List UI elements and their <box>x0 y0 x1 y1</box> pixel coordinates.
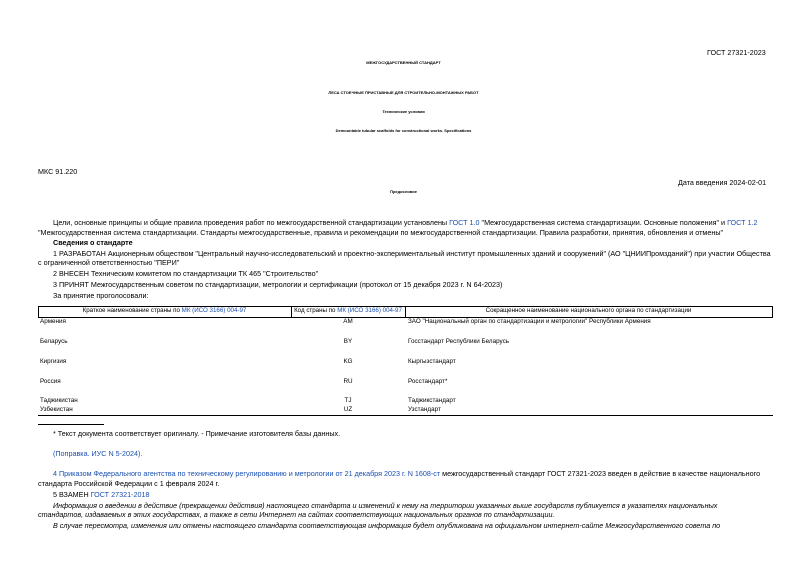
table-cell-code: AM <box>343 318 353 325</box>
table-cell-code: BY <box>343 338 353 345</box>
table-cell-country: Беларусь <box>40 338 68 345</box>
column-header-body: Сокращенное наименование национального органа по стандартизации <box>485 307 692 314</box>
mk-iso-3166-link[interactable]: МК (ИСО 3166) 004-97 <box>337 307 402 314</box>
info-paragraph-line-1: Информация о введении в действие (прекращении действия) настоящего стандарта и изменений к нему на территории указанных выше государств публикуется в указателях национальных <box>53 501 718 510</box>
item-5-text: 5 ВЗАМЕН <box>53 490 91 499</box>
table-cell-body: Госстандарт Республики Беларусь <box>408 338 510 345</box>
item-3: 3 ПРИНЯТ Межгосударственным советом по стандартизации, метрологии и сертификации (протокол от 15 декабря 2023 г. N 64-2023) <box>53 280 503 289</box>
item-5 <box>53 490 149 499</box>
table-cell-code: RU <box>343 378 353 385</box>
voted-label: За принятие проголосовали: <box>53 291 149 300</box>
table-cell-country: Таджикистан <box>40 397 78 404</box>
item-4-line-2: стандарта Российской Федерации с 1 февраля 2024 г. <box>38 479 220 488</box>
document-subtitle: Технические условия <box>382 109 425 114</box>
footnote-separator <box>38 424 104 425</box>
gost-1-2-link[interactable]: ГОСТ 1.2 <box>727 218 758 227</box>
foreword-paragraph-line-2: "Межгосударственная система стандартизации. Стандарты межгосударственные, правила и рекомендации по межгосударственной стандартизации. Правила разработки, принятия, обновления и отмены" <box>38 228 724 237</box>
foreword-text: Цели, основные принципы и общие правила проведения работ по межгосударственной стандартизации установлены <box>53 218 450 227</box>
gost-1-0-link[interactable]: ГОСТ 1.0 <box>449 218 480 227</box>
item-4-text: межгосударственный стандарт ГОСТ 27321-2023 введен в действие в качестве национального <box>440 469 761 478</box>
member-states-table <box>38 306 773 416</box>
table-cell-body: Кыргызстандарт <box>408 358 456 365</box>
document-code: ГОСТ 27321-2023 <box>707 48 766 57</box>
revision-paragraph-line-1: В случае пересмотра, изменения или отмены настоящего стандарта соответствующая информация будет опубликована на официальном интернет-сайте Межгосударственного совета по <box>53 521 721 530</box>
item-1-line-1: 1 РАЗРАБОТАН Акционерным обществом "Центральный научно-исследовательский и проектно-экспериментальный институт промышленных зданий и сооружений" (АО "ЦНИИПромзданий") при участии Общества <box>53 249 771 258</box>
item-2: 2 ВНЕСЕН Техническим комитетом по стандартизации ТК 465 "Строительство" <box>53 269 319 278</box>
footnote: * Текст документа соответствует оригиналу. - Примечание изготовителя базы данных. <box>53 429 341 438</box>
table-cell-code: KG <box>343 358 353 365</box>
header-text: Код страны по <box>294 307 338 314</box>
foreword-heading: Предисловие <box>390 189 417 194</box>
foreword-paragraph-line-1 <box>53 218 757 227</box>
table-cell-body: Росстандарт* <box>408 378 448 385</box>
table-cell-country: Киргизия <box>40 358 67 365</box>
table-vrule <box>772 306 773 317</box>
standard-type: МЕЖГОСУДАРСТВЕННЫЙ СТАНДАРТ <box>366 60 441 65</box>
order-link[interactable]: 4 Приказом Федерального агентства по техническому регулированию и метрологии от 21 декабря 2023 г. N 1608-ст <box>53 469 441 478</box>
item-4-line-1 <box>53 469 760 478</box>
document-title: ЛЕСА СТОЕЧНЫЕ ПРИСТАВНЫЕ ДЛЯ СТРОИТЕЛЬНО-МОНТАЖНЫХ РАБОТ <box>328 90 479 95</box>
info-paragraph-line-2: стандартов, издаваемых в этих государствах, а также в сети Интернет на сайтах соответствующих национальных органов по стандартизации. <box>38 510 555 519</box>
mks-code: МКС 91.220 <box>38 167 78 176</box>
gost-27321-2018-link[interactable]: ГОСТ 27321-2018 <box>90 490 150 499</box>
column-header-code <box>291 307 405 315</box>
table-cell-code: TJ <box>344 397 352 404</box>
table-rule-bottom <box>38 415 773 416</box>
standard-info-heading: Сведения о стандарте <box>53 238 133 247</box>
table-cell-body: Узстандарт <box>408 406 441 413</box>
table-cell-country: Россия <box>40 378 61 385</box>
table-cell-body: ЗАО "Национальный орган по стандартизации и метрологии" Республики Армения <box>408 318 651 325</box>
column-header-country <box>38 307 291 315</box>
mk-iso-3166-link[interactable]: МК (ИСО 3166) 004-97 <box>181 307 247 314</box>
header-text: Краткое наименование страны по <box>82 307 182 314</box>
document-title-english: Demountable tubular scaffolds for constructional works. Specifications <box>335 128 472 133</box>
table-cell-country: Узбекистан <box>40 406 73 413</box>
introduction-date: Дата введения 2024-02-01 <box>678 178 767 187</box>
table-rule-header <box>38 317 773 318</box>
amendment-link[interactable]: (Поправка. ИУС N 5-2024). <box>53 449 143 458</box>
table-cell-code: UZ <box>343 406 353 413</box>
table-cell-body: Таджикстандарт <box>408 397 456 404</box>
table-cell-country: Армения <box>40 318 66 325</box>
item-1-line-2: с ограниченной ответственностью "ПЕРИ" <box>38 258 180 267</box>
foreword-text: "Межгосударственная система стандартизации. Основные положения" и <box>479 218 728 227</box>
